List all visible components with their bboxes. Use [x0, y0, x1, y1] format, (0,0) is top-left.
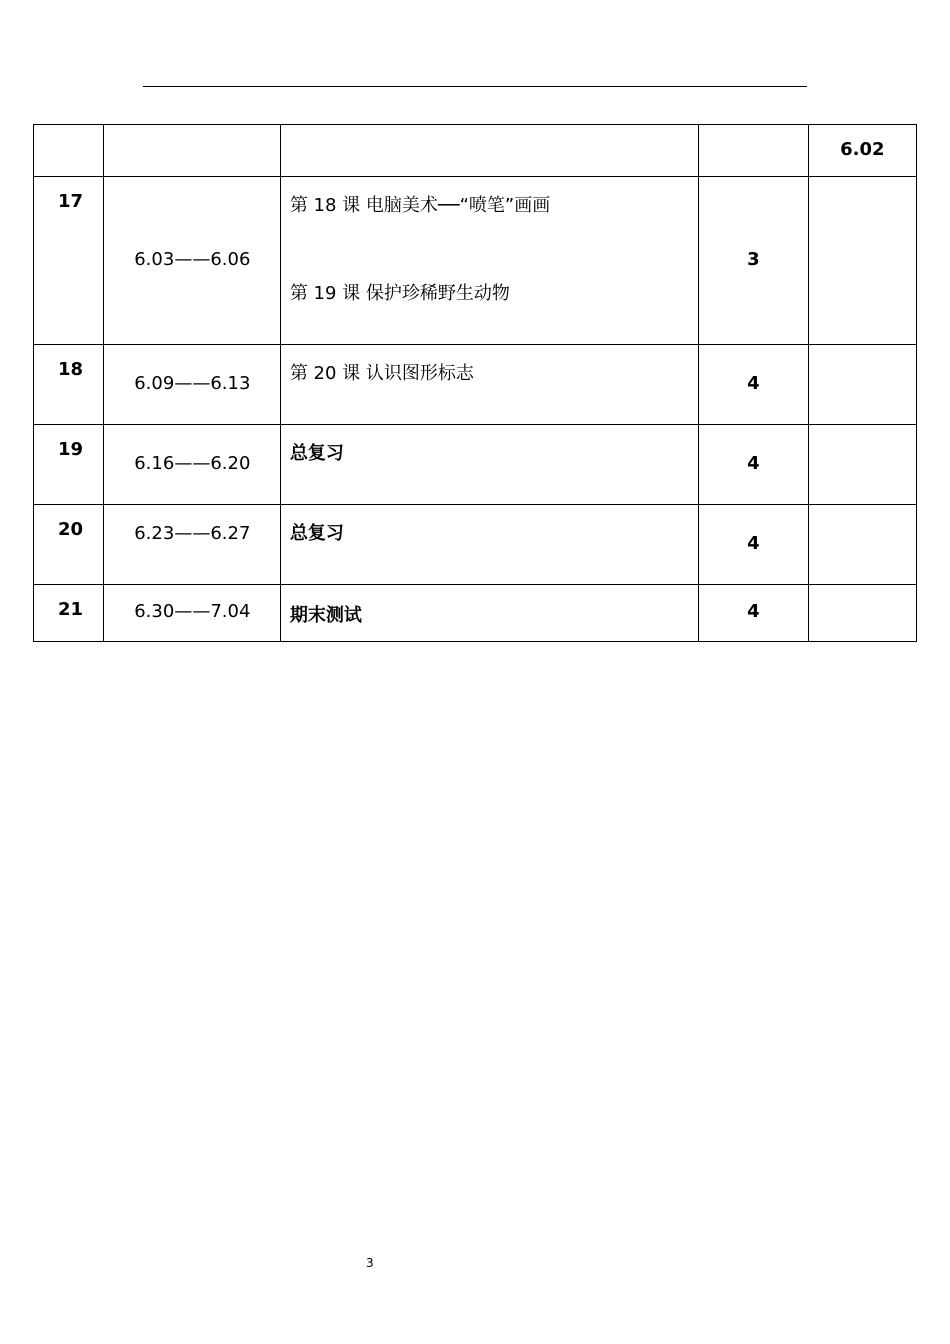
content-cell — [280, 177, 698, 345]
hours-cell — [699, 505, 808, 585]
date-cell — [104, 585, 281, 642]
date-cell — [104, 177, 281, 345]
hours-cell — [699, 177, 808, 345]
lesson-title: 第 20 课 认识图形标志 — [289, 363, 474, 384]
week-cell — [34, 505, 104, 585]
table-row — [34, 125, 917, 177]
lesson-title: 总复习 — [289, 523, 344, 544]
hours-cell — [699, 345, 808, 425]
week-number: 17 — [58, 191, 84, 212]
week-number: 20 — [58, 519, 84, 540]
schedule-table — [33, 124, 917, 642]
lesson-title: 第 19 课 保护珍稀野生动物 — [289, 283, 510, 304]
date-range: 6.30——7.04 — [134, 601, 251, 622]
content-cell — [280, 125, 698, 177]
note-cell — [808, 425, 916, 505]
date-range: 6.03——6.06 — [134, 249, 251, 270]
date-range: 6.09——6.13 — [134, 373, 251, 394]
content-cell — [280, 345, 698, 425]
lesson-title: 总复习 — [289, 443, 344, 464]
week-cell — [34, 177, 104, 345]
note-cell — [808, 345, 916, 425]
content-cell — [280, 425, 698, 505]
page-number: 3 — [366, 1256, 374, 1270]
note-cell — [808, 585, 916, 642]
week-cell — [34, 585, 104, 642]
header-rule — [143, 86, 807, 87]
note-cell — [808, 125, 916, 177]
week-cell — [34, 125, 104, 177]
hours-cell — [699, 425, 808, 505]
week-number: 19 — [58, 439, 84, 460]
week-number: 21 — [58, 599, 84, 620]
hours-value: 4 — [747, 533, 760, 554]
date-range: 6.23——6.27 — [134, 523, 251, 544]
lesson-title: 第 18 课 电脑美术──“喷笔”画画 — [289, 195, 551, 216]
table-row — [34, 425, 917, 505]
table-row — [34, 585, 917, 642]
table-row — [34, 177, 917, 345]
content-cell — [280, 585, 698, 642]
week-cell — [34, 345, 104, 425]
hours-value: 4 — [747, 373, 760, 394]
content-cell — [280, 505, 698, 585]
week-cell — [34, 425, 104, 505]
date-cell — [104, 345, 281, 425]
table-row — [34, 505, 917, 585]
date-range: 6.16——6.20 — [134, 453, 251, 474]
date-cell — [104, 505, 281, 585]
hours-value: 4 — [747, 453, 760, 474]
hours-cell — [699, 125, 808, 177]
hours-value: 3 — [747, 249, 760, 270]
table-row — [34, 345, 917, 425]
note-cell — [808, 505, 916, 585]
lesson-title: 期末测试 — [289, 605, 362, 626]
date-cell — [104, 425, 281, 505]
note-value: 6.02 — [840, 139, 885, 160]
date-cell — [104, 125, 281, 177]
week-number: 18 — [58, 359, 84, 380]
hours-cell — [699, 585, 808, 642]
note-cell — [808, 177, 916, 345]
hours-value: 4 — [747, 601, 760, 622]
